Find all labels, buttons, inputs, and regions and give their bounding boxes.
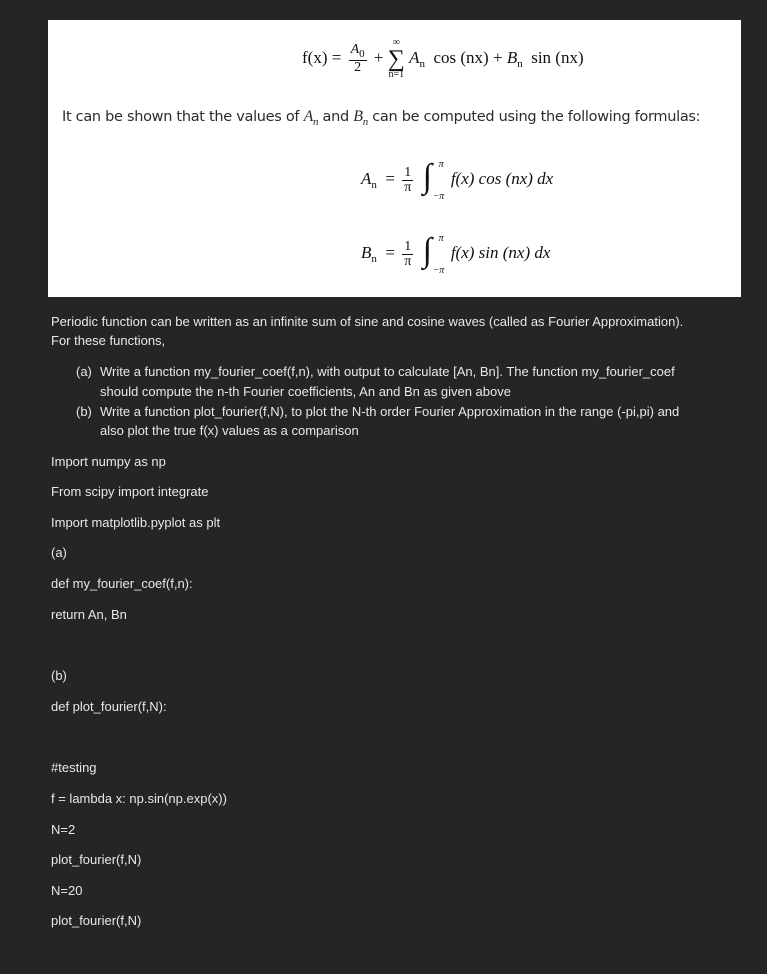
code-line: plot_fourier(f,N) xyxy=(51,852,142,867)
item-a-text: should compute the n-th Fourier coefficients, An and Bn as given above xyxy=(100,384,511,399)
code-line: Import matplotlib.pyplot as plt xyxy=(51,515,221,530)
series-an: A xyxy=(409,47,420,67)
series-bn: B xyxy=(506,47,518,67)
code-line: From scipy import integrate xyxy=(51,484,209,499)
item-b-text: Write a function plot_fourier(f,N), to plot the N-th order Fourier Approximation in the range (-pi,pi) and xyxy=(100,404,680,419)
integral-sign: ∫ π −π xyxy=(422,158,445,202)
series-plus: + xyxy=(373,47,384,67)
code-line: (a) xyxy=(51,545,67,560)
series-cos-term: cos (nx) + xyxy=(433,47,503,67)
formula-intro-text: It can be shown that the values of $A_n$ and $B_n$ can be computed using the following formulas: xyxy=(62,108,701,128)
item-b-text: also plot the true f(x) values as a comparison xyxy=(100,423,359,438)
integral-sign: ∫ π −π xyxy=(422,232,445,276)
code-line: f = lambda x: np.sin(np.exp(x)) xyxy=(51,791,227,806)
paragraph-line: For these functions, xyxy=(51,333,166,348)
summation-sign: ∞ ∑ n=1 xyxy=(387,37,405,80)
item-b-label: (b) xyxy=(76,404,92,419)
series-sin-term: sin (nx) xyxy=(531,47,584,67)
code-line: Import numpy as np xyxy=(51,454,166,469)
fourier-series-formula: f(x) = $\frac{A_0}{2}$ + ∞ ∑ n=1 $A_n$ $\cos (nx) + B_n$ sin (nx) xyxy=(302,37,584,80)
bn-integrand: f(x) sin (nx) dx xyxy=(450,242,551,262)
an-formula: $A_n$ = $\frac{1}{\pi}$ ∫ π −π f(x) cos (nx) dx xyxy=(361,158,554,202)
code-line: N=2 xyxy=(51,822,76,837)
code-line: def my_fourier_coef(f,n): xyxy=(51,576,193,591)
code-line: N=20 xyxy=(51,883,83,898)
formula-panel xyxy=(48,20,741,297)
code-line: return An, Bn xyxy=(51,607,127,622)
item-a-label: (a) xyxy=(76,364,92,379)
code-line: #testing xyxy=(51,760,97,775)
code-line: (b) xyxy=(51,668,67,683)
code-line: def plot_fourier(f,N): xyxy=(51,699,167,714)
code-line: plot_fourier(f,N) xyxy=(51,913,142,928)
a0-over-2: $\frac{A_0}{2}$ xyxy=(350,42,365,75)
series-lhs: f(x) = xyxy=(302,47,342,67)
an-integrand: f(x) cos (nx) dx xyxy=(450,168,554,188)
item-a-text: Write a function my_fourier_coef(f,n), with output to calculate [An, Bn]. The function my_fourier_coef xyxy=(100,364,675,379)
paragraph-line: Periodic function can be written as an infinite sum of sine and cosine waves (called as Fourier Approximation). xyxy=(51,314,684,329)
bn-formula: $B_n$ = $\frac{1}{\pi}$ ∫ π −π f(x) sin (nx) dx xyxy=(361,232,551,276)
